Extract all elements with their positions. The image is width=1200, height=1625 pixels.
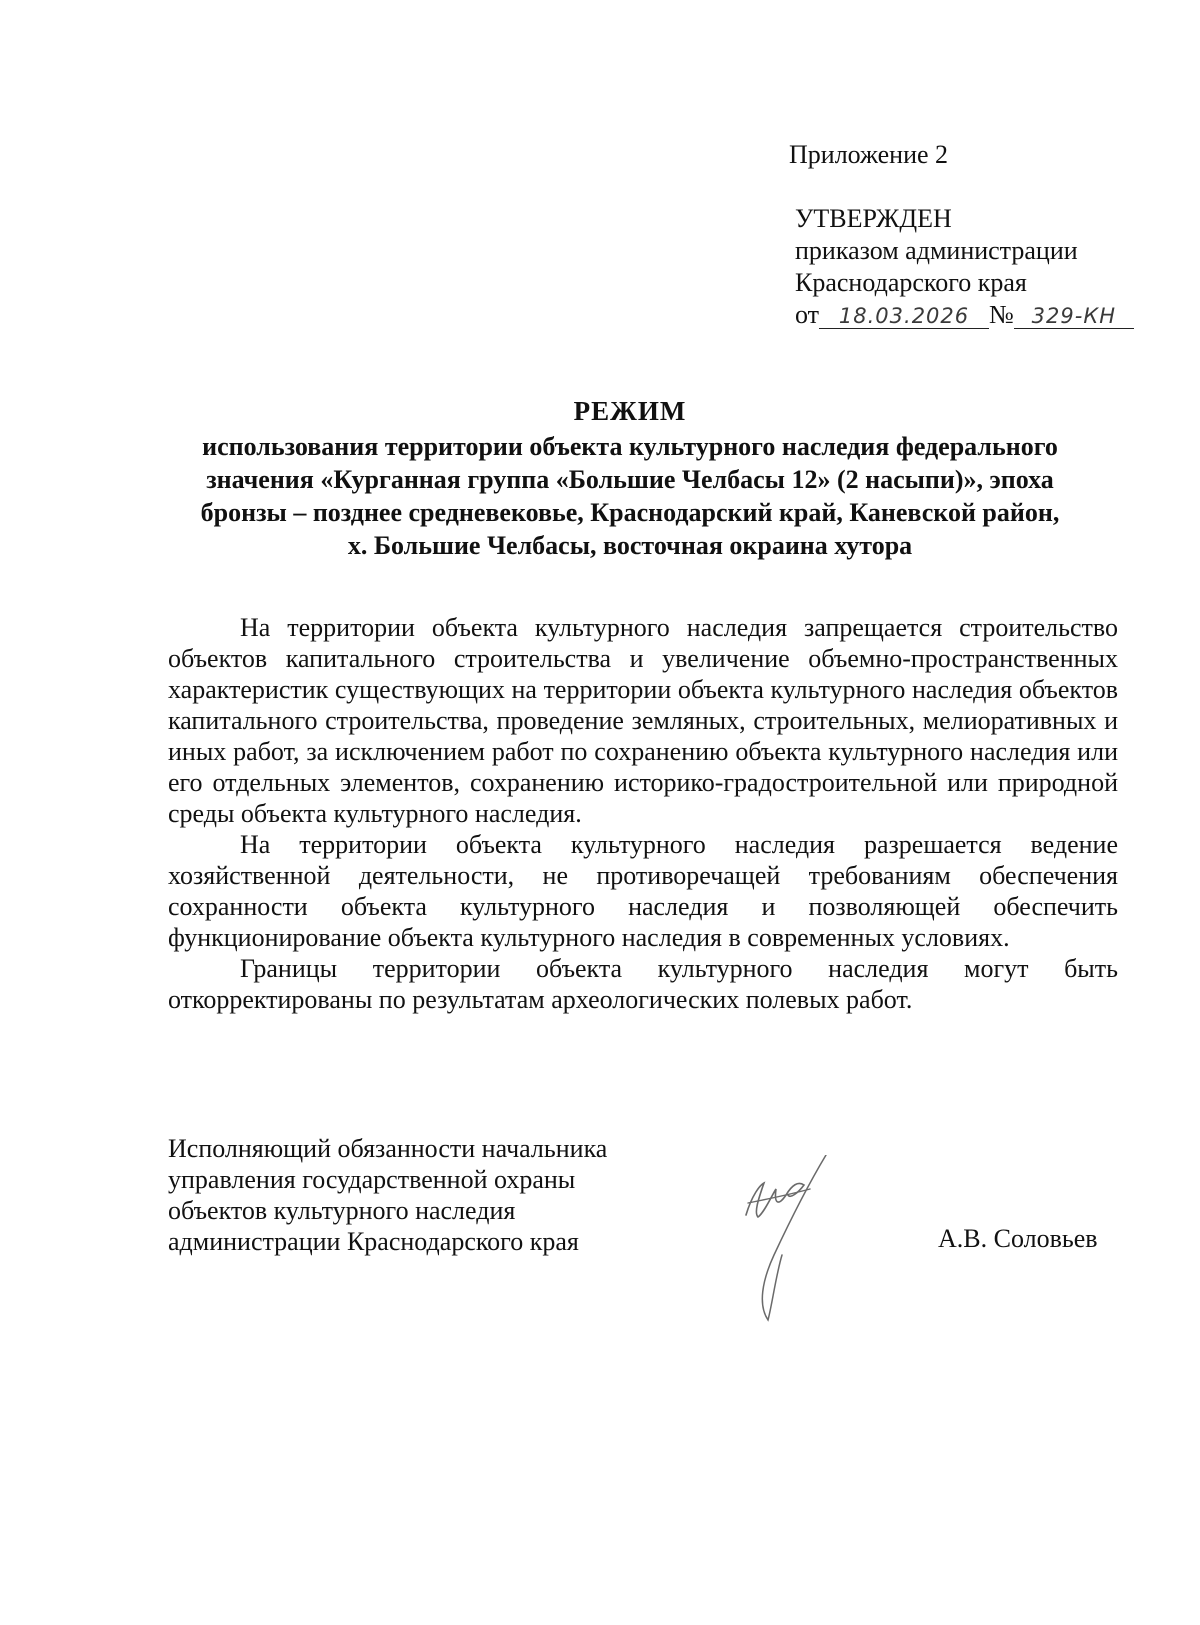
handwritten-number: 329-КН <box>1014 304 1134 329</box>
approval-date-line <box>795 299 1155 331</box>
handwritten-date: 18.03.2026 <box>819 304 989 329</box>
position-line-2: управления государственной охраны <box>168 1165 576 1194</box>
position-line-4: администрации Краснодарского края <box>168 1227 579 1256</box>
handwritten-signature <box>738 1155 848 1325</box>
heading-line-2: значения «Курганная группа «Большие Челбасы 12» (2 насыпи)», эпоха <box>206 465 1054 494</box>
paragraph-2: На территории объекта культурного наследия разрешается ведение хозяйственной деятельности, не противоречащей требованиям обеспечения сохранности объекта культурного наследия и позволяющей обеспечить функционирование объекта культурного наследия в современных условиях. <box>168 830 1118 952</box>
annex-label: Приложение 2 <box>789 140 949 169</box>
document-title: РЕЖИМ <box>573 396 687 426</box>
heading-line-3: бронзы – позднее средневековье, Краснодарский край, Каневской район, <box>200 498 1060 527</box>
heading-line-4: х. Большие Челбасы, восточная окраина хутора <box>347 531 913 560</box>
approval-status: УТВЕРЖДЕН <box>795 204 952 233</box>
paragraph-1: На территории объекта культурного наследия запрещается строительство объектов капитального строительства и увеличение объемно-пространственных характеристик существующих на территории объекта культурного наследия объектов капитального строительства, проведение земляных, строительных, мелиоративных и иных работ, за исключением работ по сохранению объекта культурного наследия или его отдельных элементов, сохранению историко-градостроительной или природной среды объекта культурного наследия. <box>168 613 1118 828</box>
heading-line-1: использования территории объекта культурного наследия федерального <box>202 432 1058 461</box>
document-heading <box>150 395 1110 562</box>
number-prefix: № <box>989 300 1014 329</box>
approval-line-1: приказом администрации <box>795 236 1078 265</box>
signatory-position <box>168 1133 607 1257</box>
date-prefix: от <box>795 300 820 329</box>
approval-block <box>795 203 1155 331</box>
signer-name: А.В. Соловьев <box>938 1224 1098 1253</box>
position-line-1: Исполняющий обязанности начальника <box>168 1134 608 1163</box>
position-line-3: объектов культурного наследия <box>168 1196 516 1225</box>
approval-line-2: Краснодарского края <box>795 268 1027 297</box>
document-body <box>168 612 1118 1015</box>
paragraph-3: Границы территории объекта культурного наследия могут быть откорректированы по результатам археологических полевых работ. <box>168 954 1118 1014</box>
